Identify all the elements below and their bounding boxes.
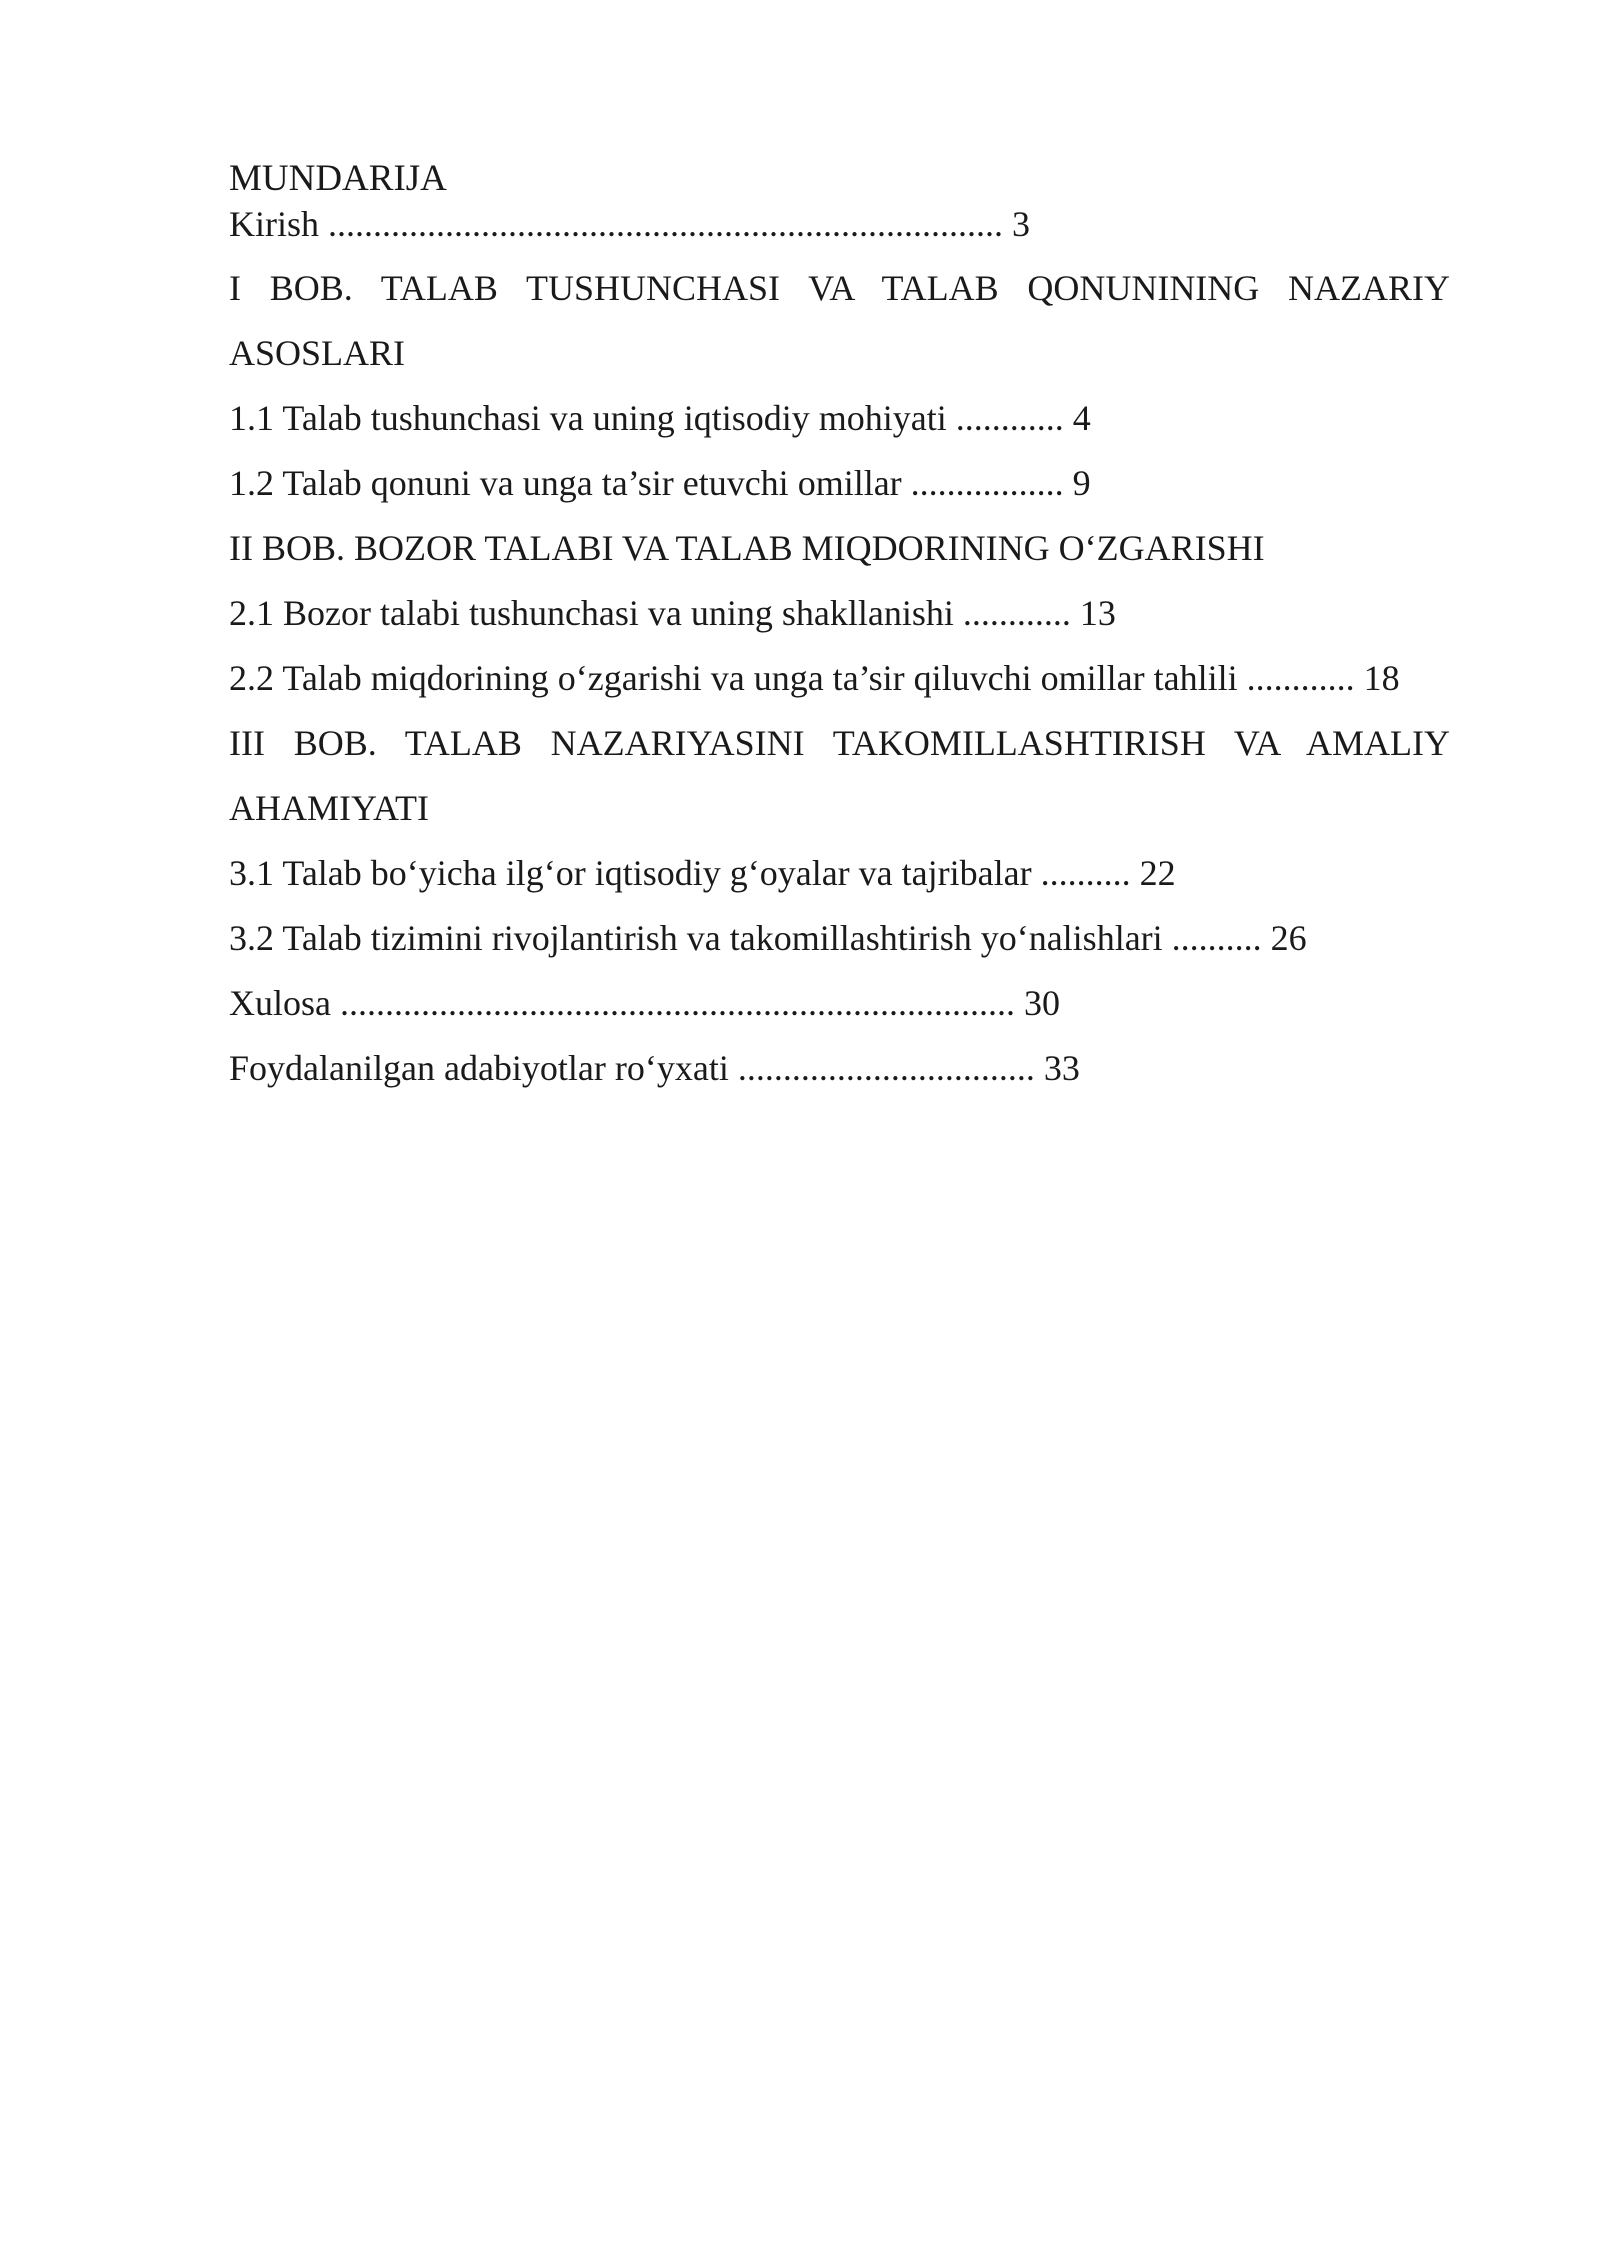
toc-entry-references: Foydalanilgan adabiyotlar ro‘yxati ................................. 33 (229, 1048, 1080, 1088)
toc-entry-section-1-1: 1.1 Talab tushunchasi va uning iqtisodiy mohiyati ............ 4 (229, 398, 1091, 438)
table-of-contents (229, 156, 1450, 1101)
toc-entry-chapter-1: I BOB. TALAB TUSHUNCHASI VA TALAB QONUNINING NAZARIY ASOSLARI (229, 268, 1450, 373)
toc-entry-section-2-2: 2.2 Talab miqdorining o‘zgarishi va unga ta’sir qiluvchi omillar tahlili ............ 18 (229, 658, 1400, 698)
toc-entry-introduction: Kirish ........................................................................... 3 (229, 204, 1030, 244)
toc-entry-chapter-2: II BOB. BOZOR TALABI VA TALAB MIQDORINING O‘ZGARISHI (229, 528, 1265, 568)
toc-entry-section-3-1: 3.1 Talab bo‘yicha ilg‘or iqtisodiy g‘oyalar va tajribalar .......... 22 (229, 853, 1176, 893)
toc-entry-chapter-3: III BOB. TALAB NAZARIYASINI TAKOMILLASHTIRISH VA AMALIY AHAMIYATI (229, 723, 1450, 828)
toc-entry-conclusion: Xulosa ........................................................................... 30 (229, 983, 1060, 1023)
toc-title: MUNDARIJA (229, 158, 447, 199)
toc-entry-section-2-1: 2.1 Bozor talabi tushunchasi va uning shakllanishi ............ 13 (229, 593, 1116, 633)
toc-entry-section-1-2: 1.2 Talab qonuni va unga ta’sir etuvchi omillar ................. 9 (229, 463, 1091, 503)
toc-entry-section-3-2: 3.2 Talab tizimini rivojlantirish va takomillashtirish yo‘nalishlari .......... 26 (229, 918, 1307, 958)
